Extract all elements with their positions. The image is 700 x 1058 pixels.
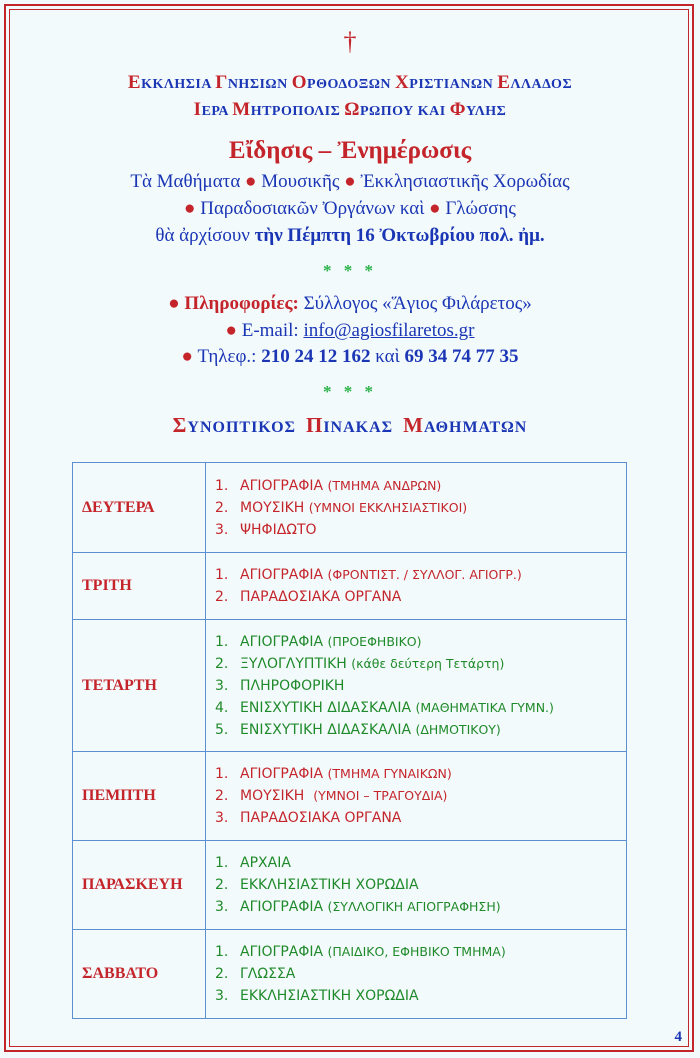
separator-stars: * * * [323, 382, 377, 401]
initial-capital: Φ [449, 99, 466, 120]
list-item [215, 852, 618, 874]
heading-text: ΝΗΣΙΩΝ [227, 77, 292, 92]
lesson-name: ΑΓΙΟΓΡΑΦΙΑ [240, 477, 328, 494]
lesson-name: ΠΑΡΑΔΟΣΙΑΚΑ ΟΡΓΑΝΑ [240, 810, 402, 826]
info-label: Πληροφορίες: [184, 293, 299, 314]
bullet-icon: ● [245, 171, 257, 192]
item-number: 3. [215, 899, 229, 915]
initial-capital: Χ [395, 72, 410, 93]
initial-capital: Ε [127, 72, 142, 93]
lesson-name: ΓΛΩΣΣΑ [240, 966, 296, 982]
initial-capital: Γ [215, 72, 228, 93]
day-cell: ΠΑΡΑΣΚΕΥΗ [73, 841, 206, 930]
list-item [215, 564, 618, 586]
announcement-text: Τὰ Μαθήματα [130, 171, 246, 192]
initial-capital: Ο [291, 72, 308, 93]
bullet-icon: ● [344, 171, 356, 192]
day-cell: ΤΕΤΑΡΤΗ [73, 620, 206, 752]
lesson-detail: (ΤΜΗΜΑ ΓΥΝΑΙΚΩΝ) [327, 766, 452, 781]
lesson-detail: (ΥΜΝΟΙ – ΤΡΑΓΟΥΔΙΑ) [313, 788, 448, 803]
table-row [73, 463, 627, 553]
item-number: 2. [215, 655, 229, 672]
announcement-text: Μουσικῆς [256, 171, 345, 192]
lesson-name: ΕΝΙΣΧΥΤΙΚΗ ΔΙΔΑΣΚΑΛΙΑ [240, 721, 416, 738]
bullet-icon: ● [181, 346, 194, 367]
initial-capital: Σ [172, 413, 188, 437]
schedule-table-title [0, 413, 700, 438]
heading-text: ΑΘΗΜΑΤΩΝ [423, 419, 528, 436]
list-item [215, 497, 618, 519]
list-item [215, 874, 618, 896]
heading-text: ΚΚΛΗΣΙΑ [141, 77, 216, 92]
lesson-detail: (κάθε δεύτερη Τετάρτη) [351, 655, 505, 671]
list-item [215, 653, 618, 675]
announcement-line2 [0, 197, 700, 221]
phone-number-2: 69 34 74 77 35 [404, 346, 519, 367]
item-number: 1. [215, 944, 229, 960]
heading-text: ΥΛΗΣ [465, 104, 507, 119]
lesson-detail: (ΦΡΟΝΤΙΣΤ. / ΣΥΛΛΟΓ. ΑΓΙΟΓΡ.) [327, 567, 522, 582]
lesson-name: ΠΑΡΑΔΟΣΙΑΚΑ ΟΡΓΑΝΑ [240, 589, 402, 605]
lesson-detail: (ΠΡΟΕΦΗΒΙΚΟ) [327, 633, 422, 649]
email-link[interactable]: info@agiosfilaretos.gr [303, 320, 475, 341]
list-item [215, 519, 618, 541]
lesson-name: ΕΝΙΣΧΥΤΙΚΗ ΔΙΔΑΣΚΑΛΙΑ [240, 699, 416, 716]
item-number: 1. [215, 567, 229, 583]
phone-label: Τηλεφ.: [193, 346, 262, 367]
lessons-cell [206, 620, 627, 752]
heading-text: ΛΛΑΔΟΣ [510, 77, 573, 92]
heading-text: ΡΘΟΔΟΞΩΝ [307, 77, 396, 92]
bullet-icon: ● [184, 198, 196, 219]
initial-capital: Μ [232, 99, 251, 120]
announcement-text: Γλώσσης [440, 198, 516, 219]
lessons-cell [206, 841, 627, 930]
initial-capital: Ω [344, 99, 360, 120]
announcement-text: Παραδοσιακῶν Ὀργάνων καὶ [195, 198, 430, 219]
item-number: 4. [215, 699, 229, 716]
email-label: E-mail: [236, 320, 304, 341]
lessons-cell [206, 752, 627, 841]
list-item [215, 719, 618, 741]
list-item [215, 785, 618, 807]
item-number: 1. [215, 477, 229, 494]
lesson-detail: (ΠΑΙΔΙΚΟ, ΕΦΗΒΙΚΟ ΤΜΗΜΑ) [327, 944, 506, 959]
announcement-line3 [0, 224, 700, 248]
item-number: 1. [215, 855, 229, 871]
list-item [215, 675, 618, 697]
table-row [73, 553, 627, 620]
item-number: 2. [215, 589, 229, 605]
phone-number-1: 210 24 12 162 [261, 346, 371, 367]
initial-capital: Ε [497, 72, 511, 93]
list-item [215, 941, 618, 963]
lesson-name: ΑΓΙΟΓΡΑΦΙΑ [240, 567, 328, 583]
start-date: τὴν Πέμπτη 16 Ὀκτωβρίου πολ. ἠμ. [254, 225, 545, 246]
lesson-name: ΞΥΛΟΓΛΥΠΤΙΚΗ [240, 655, 352, 672]
list-item [215, 763, 618, 785]
lesson-name: ΑΓΙΟΓΡΑΦΙΑ [240, 633, 328, 650]
item-number: 1. [215, 633, 229, 650]
item-number: 3. [215, 988, 229, 1004]
heading-text: ΗΤΡΟΠΟΛΙΣ [250, 104, 345, 119]
list-item [215, 985, 618, 1007]
lesson-name: ΜΟΥΣΙΚΗ [240, 499, 309, 516]
lesson-detail: (ΣΥΛΛΟΓΙΚΗ ΑΓΙΟΓΡΑΦΗΣΗ) [327, 899, 501, 914]
list-item [215, 807, 618, 829]
list-item [215, 896, 618, 918]
schedule-table [72, 462, 627, 1019]
announcement-text: θὰ ἀρχίσουν [155, 225, 255, 246]
item-number: 5. [215, 721, 229, 738]
lesson-name: ΜΟΥΣΙΚΗ [240, 788, 314, 804]
heading-text: ΡΩΠΟΥ ΚΑΙ [359, 104, 450, 119]
lessons-cell [206, 553, 627, 620]
table-row [73, 752, 627, 841]
contact-info-line [0, 292, 700, 316]
day-cell: ΣΑΒΒΑΤΟ [73, 930, 206, 1019]
lessons-cell [206, 463, 627, 553]
item-number: 2. [215, 877, 229, 893]
list-item [215, 697, 618, 719]
org-name-line2 [0, 99, 700, 121]
table-row [73, 841, 627, 930]
list-item [215, 963, 618, 985]
heading-text: ΥΝΟΠΤΙΚΟΣ [187, 419, 306, 436]
lesson-detail: (ΜΑΘΗΜΑΤΙΚΑ ΓΥΜΝ.) [415, 699, 554, 715]
heading-text: ΙΝΑΚΑΣ [323, 419, 404, 436]
lesson-name: ΕΚΚΛΗΣΙΑΣΤΙΚΗ ΧΟΡΩΔΙΑ [240, 988, 419, 1004]
heading-text: ΕΡΑ [201, 104, 233, 119]
item-number: 3. [215, 521, 229, 538]
day-cell: ΔΕΥΤΕΡΑ [73, 463, 206, 553]
org-name-line1 [0, 72, 700, 94]
lesson-name: ΑΓΙΟΓΡΑΦΙΑ [240, 766, 328, 782]
info-value: Σύλλογος «Ἅγιος Φιλάρετος» [298, 293, 532, 314]
item-number: 3. [215, 810, 229, 826]
contact-email-line [0, 319, 700, 343]
announcement-title: Εἴδησις – Ἐνημέρωσις [228, 137, 472, 164]
lesson-detail: (ΥΜΝΟΙ ΕΚΚΛΗΣΙΑΣΤΙΚΟΙ) [308, 499, 468, 515]
announcement-text: Ἐκκλησιαστικῆς Χορωδίας [355, 171, 570, 192]
item-number: 3. [215, 677, 229, 694]
lesson-name: ΕΚΚΛΗΣΙΑΣΤΙΚΗ ΧΟΡΩΔΙΑ [240, 877, 419, 893]
item-number: 2. [215, 788, 229, 804]
initial-capital: Μ [403, 413, 424, 437]
item-number: 1. [215, 766, 229, 782]
table-row [73, 620, 627, 752]
announcement-line1 [0, 170, 700, 194]
lesson-detail: (ΔΗΜΟΤΙΚΟΥ) [415, 721, 501, 737]
lesson-name: ΑΓΙΟΓΡΑΦΙΑ [240, 899, 328, 915]
lesson-name: ΠΛΗΡΟΦΟΡΙΚΗ [240, 677, 345, 694]
lesson-name: ΨΗΦΙΔΩΤΟ [240, 521, 317, 538]
initial-capital: Π [305, 413, 324, 437]
page-number: 4 [674, 1029, 682, 1045]
lesson-name: ΑΡΧΑΙΑ [240, 855, 291, 871]
lesson-detail: (ΤΜΗΜΑ ΑΝΔΡΩΝ) [327, 477, 442, 493]
bullet-icon: ● [168, 293, 180, 314]
item-number: 2. [215, 966, 229, 982]
bullet-icon: ● [429, 198, 441, 219]
lessons-cell [206, 930, 627, 1019]
phone-conjunction: καὶ [370, 346, 405, 367]
heading-text: ΡΙΣΤΙΑΝΩΝ [409, 77, 498, 92]
cross-symbol: † [343, 27, 357, 56]
separator-stars: * * * [323, 261, 377, 280]
list-item [215, 586, 618, 608]
contact-phone-line [0, 345, 700, 369]
day-cell: ΤΡΙΤΗ [73, 553, 206, 620]
table-row [73, 930, 627, 1019]
bullet-icon: ● [225, 320, 237, 341]
item-number: 2. [215, 499, 229, 516]
list-item [215, 475, 618, 497]
lesson-name: ΑΓΙΟΓΡΑΦΙΑ [240, 944, 328, 960]
day-cell: ΠΕΜΠΤΗ [73, 752, 206, 841]
initial-capital: Ι [193, 99, 202, 120]
list-item [215, 631, 618, 653]
